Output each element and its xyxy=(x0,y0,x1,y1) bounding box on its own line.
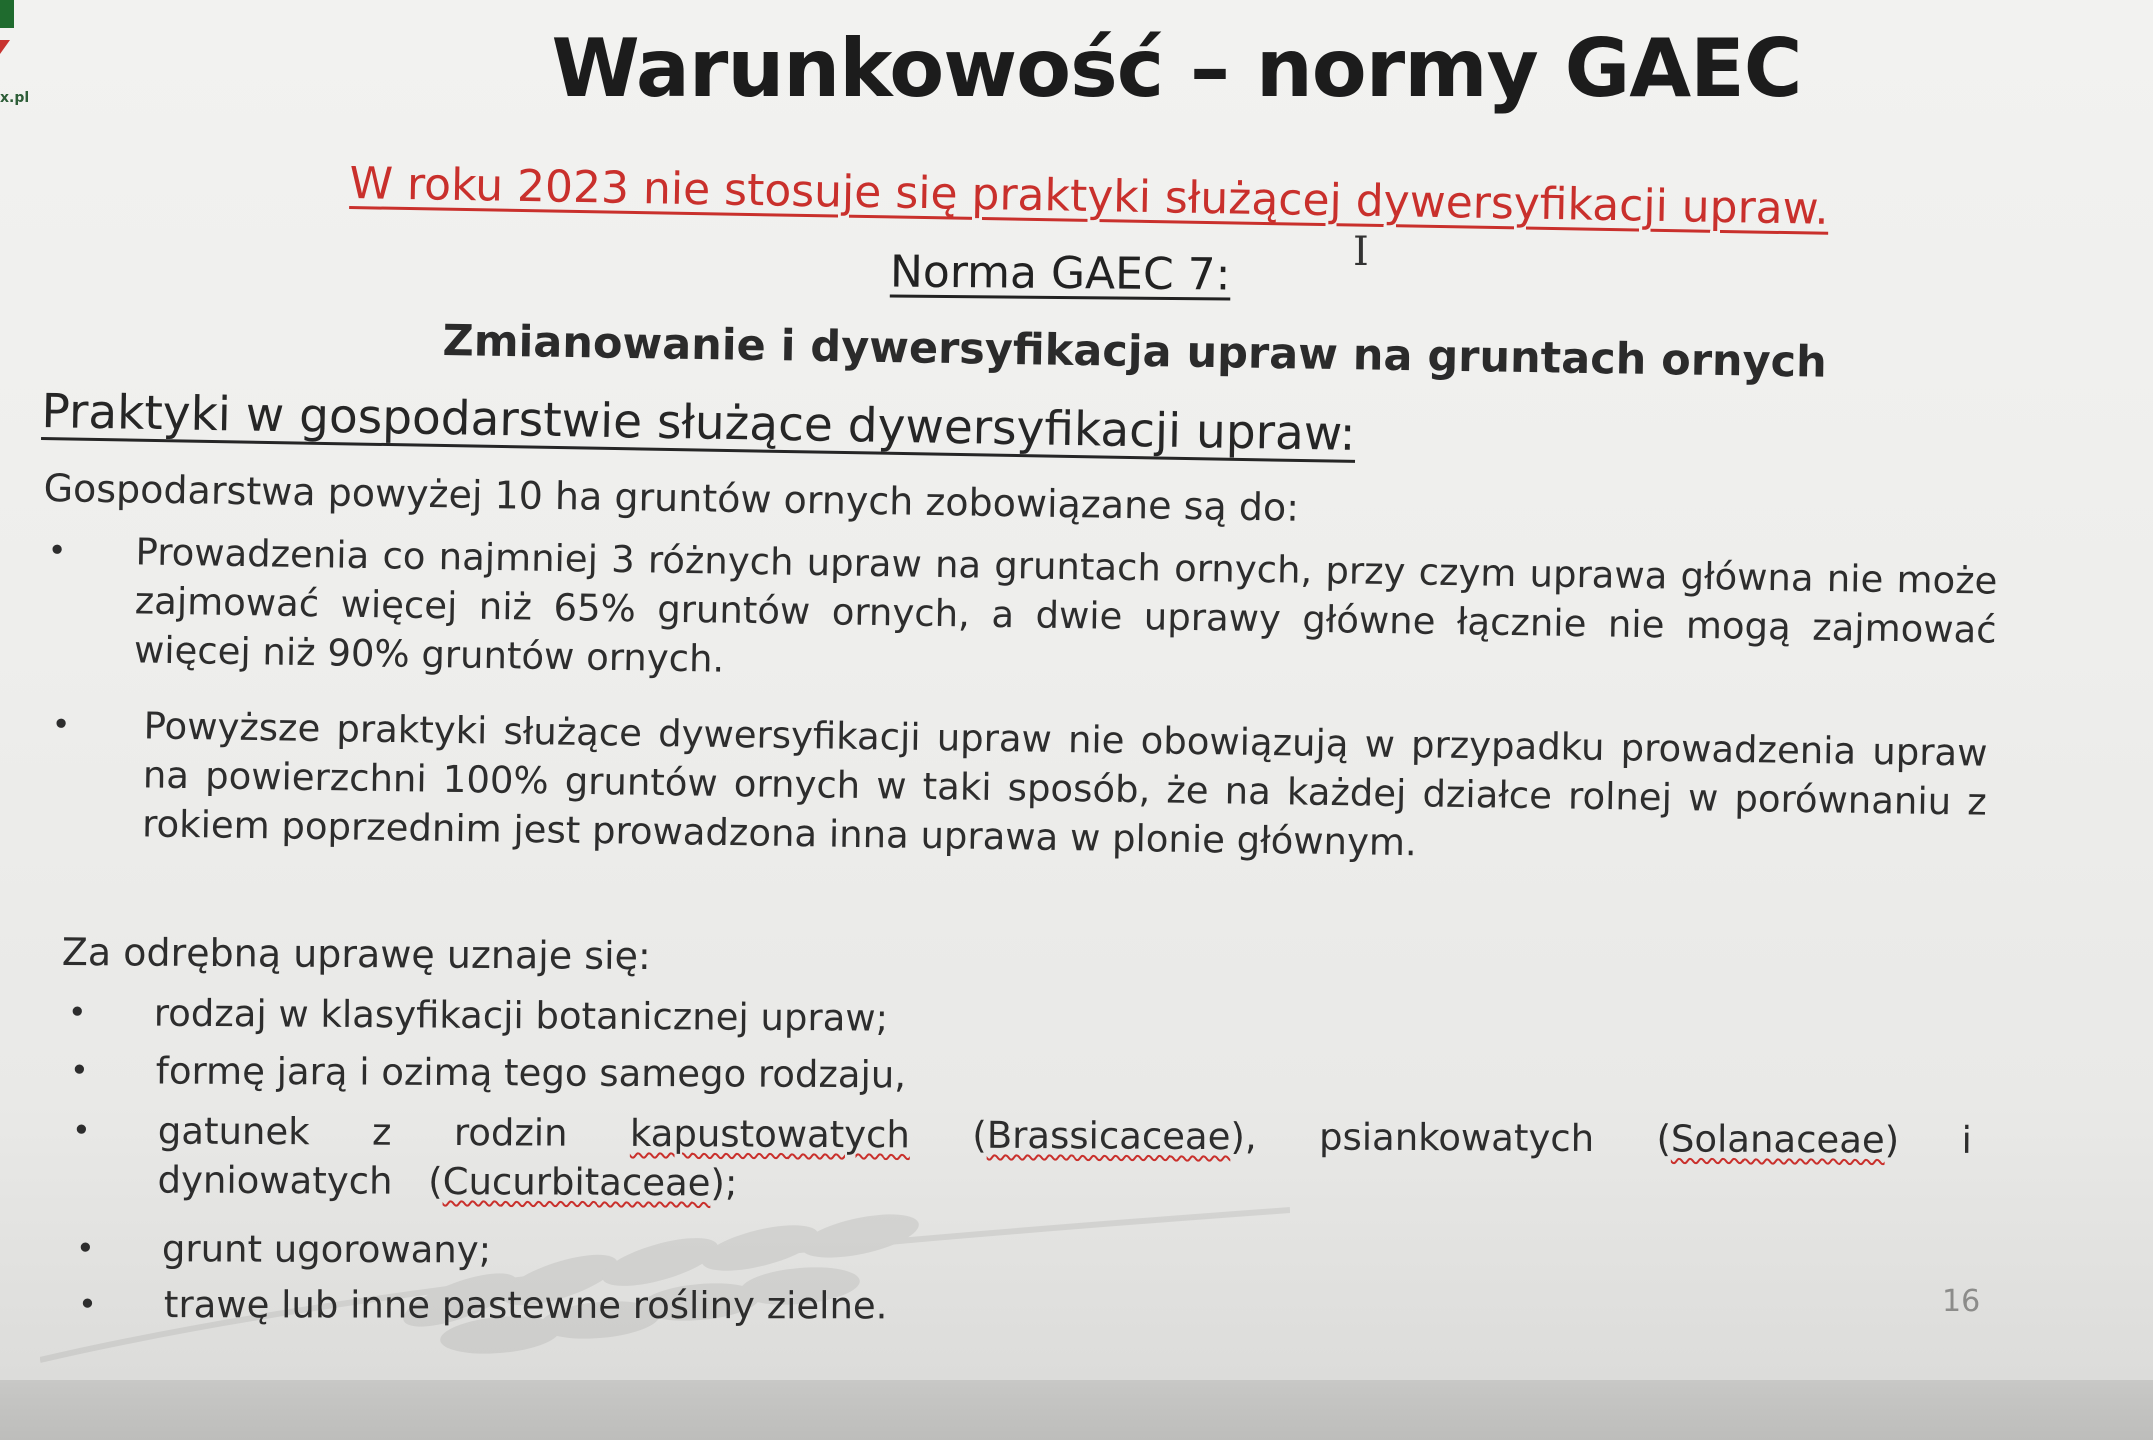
text-fragment: ) i dyniowatych ( xyxy=(157,1118,1972,1203)
notice-2023-text: W roku 2023 nie stosuje się praktyki służącej dywersyfikacji upraw. xyxy=(349,158,1830,235)
obligation-intro: Gospodarstwa powyżej 10 ha gruntów ornych zobowiązane są do: xyxy=(43,466,1300,530)
bullet-icon: • xyxy=(77,1285,97,1324)
text-cursor-icon: I xyxy=(1353,229,1369,275)
spellcheck-word[interactable]: Solanaceae xyxy=(1670,1117,1885,1162)
requirement-text: Prowadzenia co najmniej 3 różnych upraw na gruntach ornych, przy czym uprawa główna nie może zajmować więcej niż 65% gruntów ornych, a dwie uprawy główne łącznie nie mogą zajmować więcej niż 90% gruntów ornych. xyxy=(133,530,1998,681)
requirement-text: Powyższe praktyki służące dywersyfikacji upraw nie obowiązują w przypadku prowadzenia upraw na powierzchni 100% gruntów ornych w taki sposób, że na każdej działce rolnej w porównaniu z rokiem poprzednim jest prowadzona inna uprawa w plonie głównym. xyxy=(141,704,1988,865)
text-fragment: ), psiankowatych ( xyxy=(1230,1115,1672,1161)
bullet-icon: • xyxy=(67,992,87,1032)
spellcheck-word[interactable]: kapustowatych xyxy=(629,1111,911,1157)
distinct-crop-item xyxy=(76,1224,1976,1280)
spellcheck-word[interactable]: Brassicaceae xyxy=(986,1113,1231,1159)
spellcheck-word[interactable]: Cucurbitaceae xyxy=(442,1159,711,1205)
bullet-icon: • xyxy=(69,1050,89,1090)
bullet-icon: • xyxy=(51,704,71,744)
distinct-crop-intro: Za odrębną uprawę uznaje się: xyxy=(61,930,651,979)
practices-heading: Praktyki w gospodarstwie służące dywersyfikacji upraw: xyxy=(41,384,1356,462)
distinct-crop-text: grunt ugorowany; xyxy=(161,1227,492,1272)
logo-url-text: x.pl xyxy=(0,90,30,106)
text-fragment: gatunek z rodzin xyxy=(157,1109,631,1155)
distinct-crop-text xyxy=(157,1106,1971,1213)
distinct-crop-item xyxy=(68,988,1968,1050)
screen-bottom-bezel xyxy=(0,1380,2153,1440)
requirement-item xyxy=(50,700,1988,876)
norm-subtitle: Zmianowanie i dywersyfikacja upraw na gruntach ornych xyxy=(442,316,1828,388)
bullet-icon: • xyxy=(47,530,67,570)
distinct-crop-text: formę jarą i ozimą tego samego rodzaju, xyxy=(155,1049,907,1097)
distinct-crop-text: rodzaj w klasyfikacji botanicznej upraw; xyxy=(153,991,889,1040)
slide-page-number: 16 xyxy=(1942,1284,1981,1319)
distinct-crop-item xyxy=(71,1106,1971,1214)
text-fragment: ( xyxy=(909,1113,987,1157)
distinct-crop-item xyxy=(77,1280,1981,1332)
slide-title: Warunkowość – normy GAEC xyxy=(551,22,1802,115)
bullet-icon: • xyxy=(71,1110,91,1150)
bullet-icon: • xyxy=(75,1229,95,1268)
requirement-item xyxy=(46,526,1998,704)
text-fragment: ); xyxy=(710,1161,738,1205)
norm-title: Norma GAEC 7: xyxy=(889,246,1231,301)
distinct-crop-text: trawę lub inne pastewne rośliny zielne. xyxy=(163,1283,888,1328)
distinct-crop-item xyxy=(70,1046,1970,1105)
